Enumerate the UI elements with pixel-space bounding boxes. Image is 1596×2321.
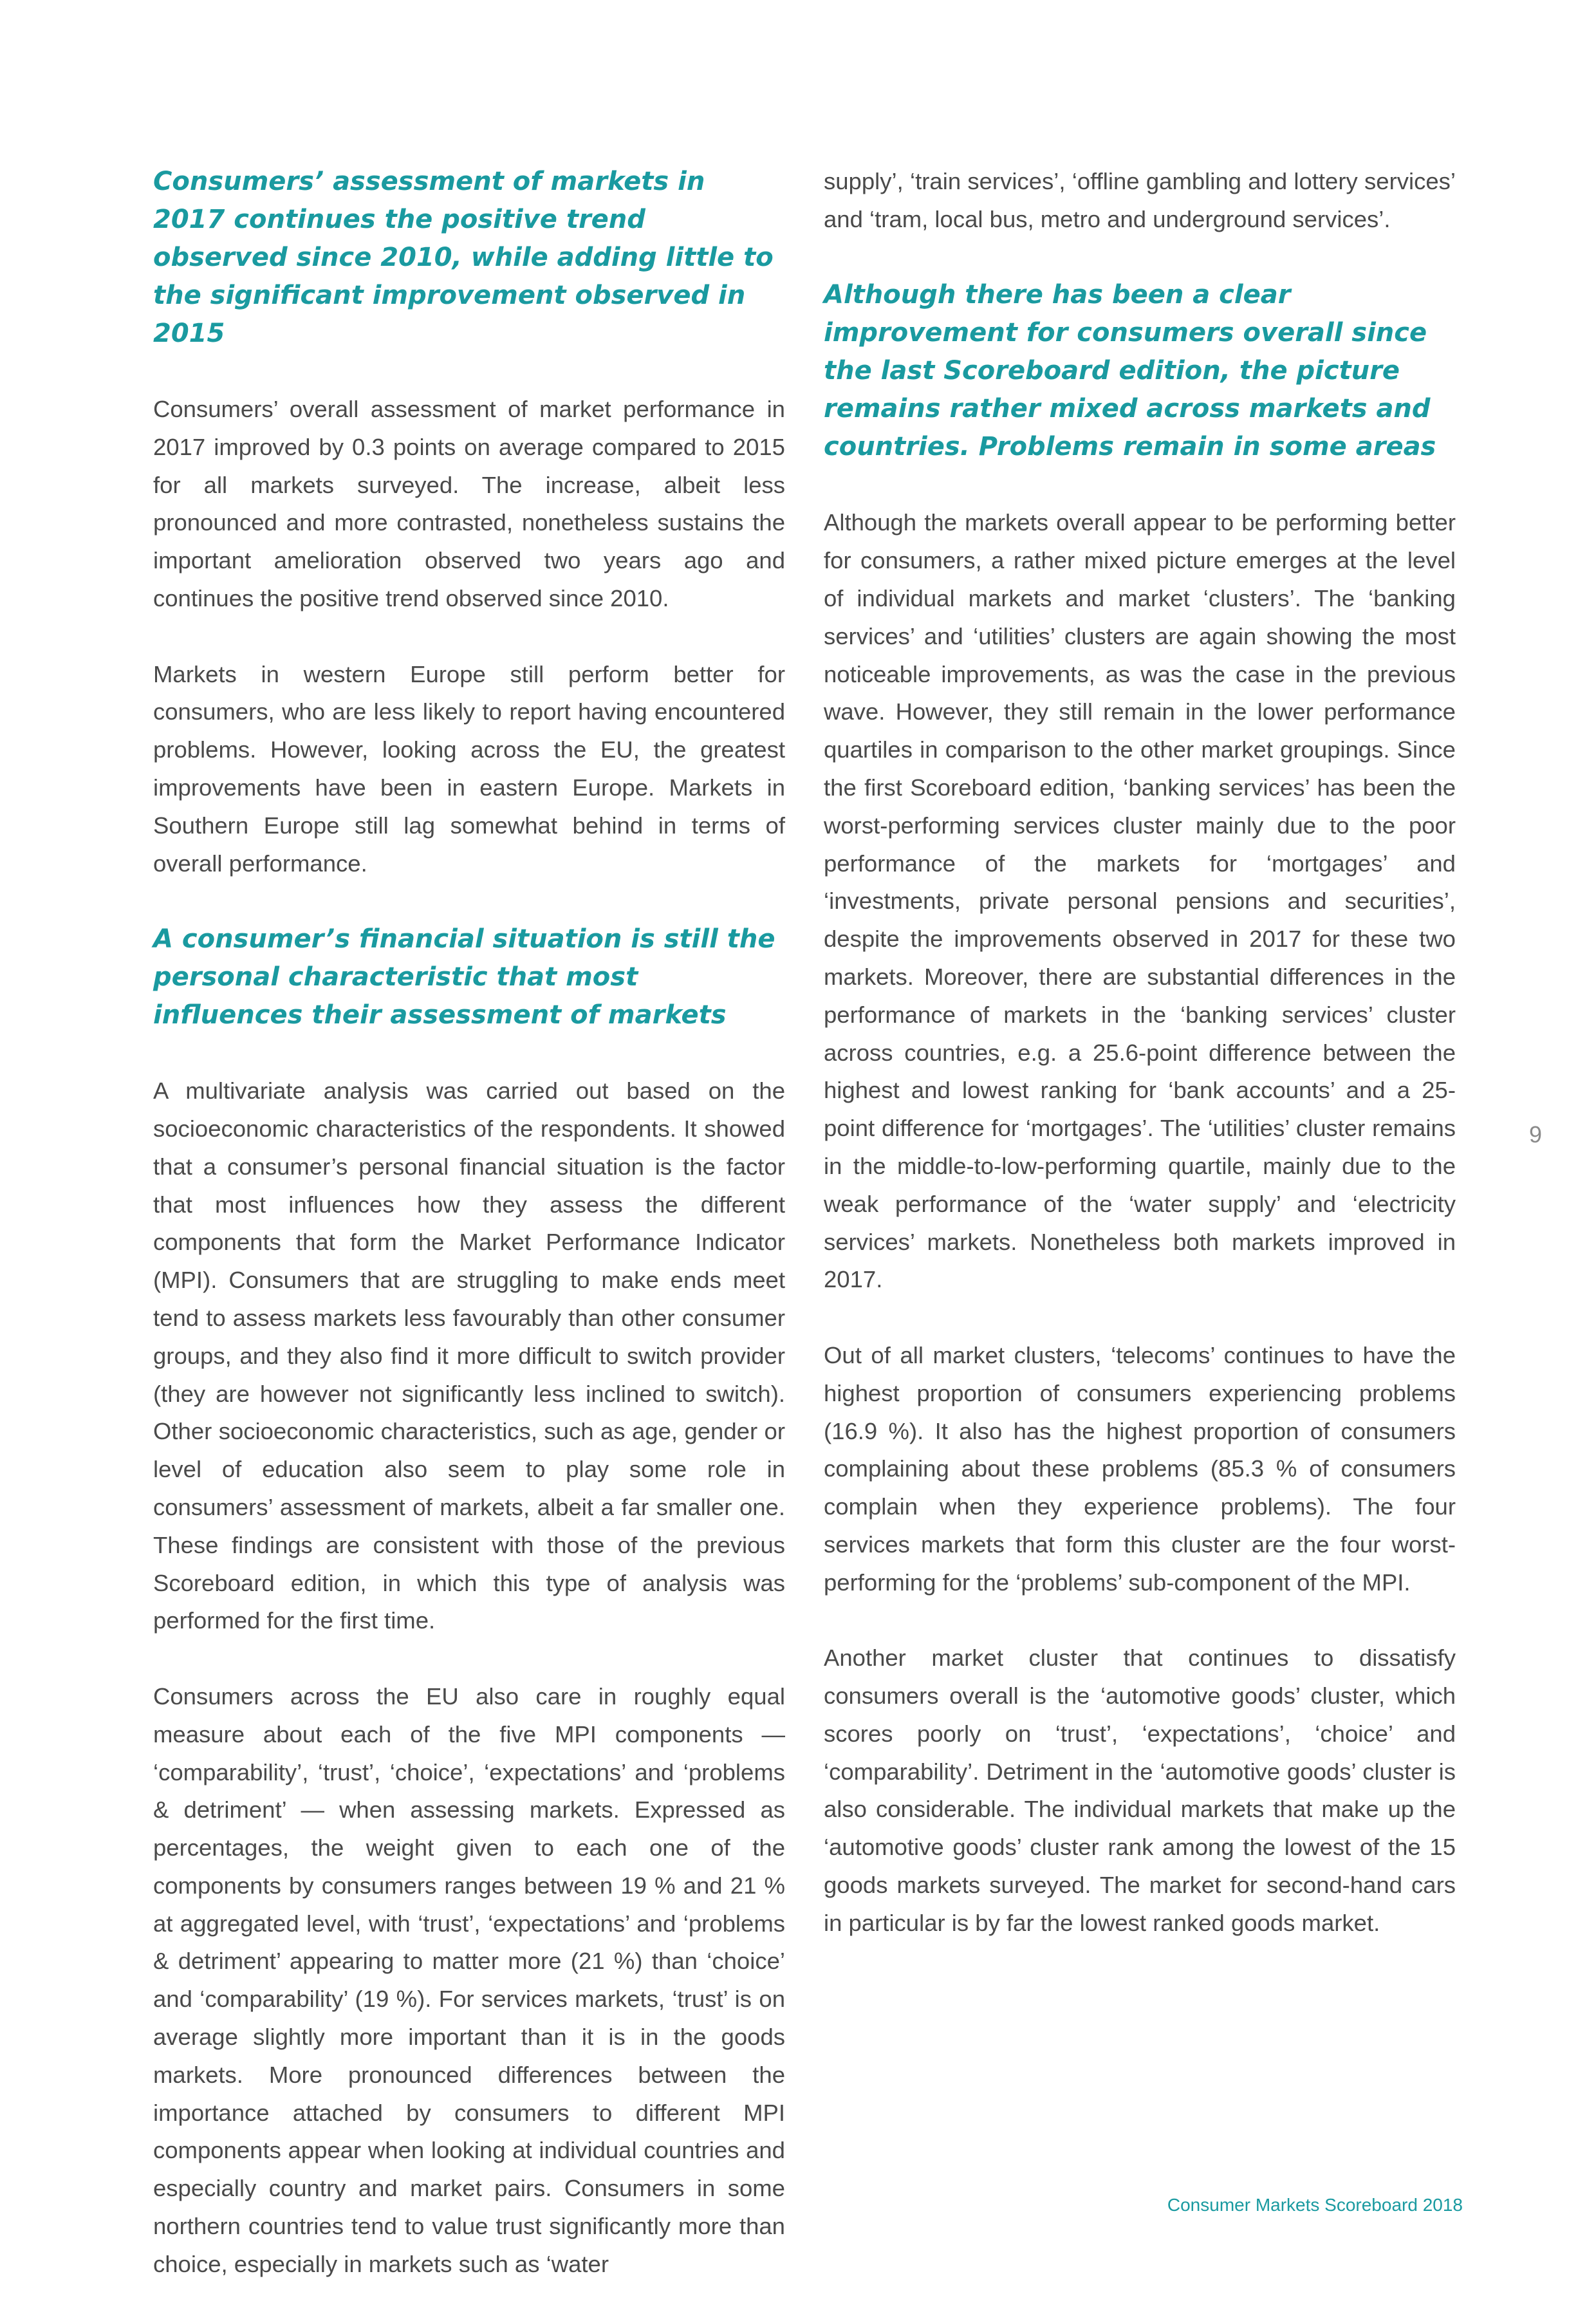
page-number: 9 <box>1529 1121 1543 1148</box>
right-column <box>824 163 1456 1980</box>
body-paragraph: Another market cluster that continues to dissatisfy consumers overall is the ‘automotive goods’ cluster, which scores poorly on ‘trust’, ‘expectations’, ‘choice’ and ‘comparability’. Detriment in the ‘automotive goods’ cluster is also considerable. The individual markets that make up the ‘automotive goods’ cluster rank among the lowest of the 15 goods markets surveyed. The market for second-hand cars in particular is by far the lowest ranked goods market. <box>824 1645 1456 1936</box>
body-paragraph: A multivariate analysis was carried out based on the socioeconomic characteristics of the respondents. It showed that a consumer’s personal financial situation is the factor that most influences how they assess the different components that form the Market Performance Indicator (MPI). Consumers that are struggling to make ends meet tend to assess markets less favourably than other consumer groups, and they also find it more difficult to switch provider (they are however not significantly less inclined to switch). Other socioeconomic characteristics, such as age, gender or level of education also seem to play some role in consumers’ assessment of markets, albeit a far smaller one. These findings are consistent with those of the previous Scoreboard edition, in which this type of analysis was performed for the first time. <box>153 1077 785 1634</box>
section-heading: A consumer’s financial situation is still the personal characteristic that most influences their assessment of markets <box>153 924 775 1030</box>
body-paragraph: supply’, ‘train services’, ‘offline gambling and lottery services’ and ‘tram, local bus, metro and underground services’. <box>824 168 1456 232</box>
body-paragraph: Consumers across the EU also care in roughly equal measure about each of the five MPI components — ‘comparability’, ‘trust’, ‘choice’, ‘expectations’ and ‘problems & detriment’ — when assessing markets. Expressed as percentages, the weight given to each one of the components by consumers ranges between 19 % and 21 % at aggregated level, with ‘trust’, ‘expectations’ and ‘problems & detriment’ appearing to matter more (21 %) than ‘choice’ and ‘comparability’ (19 %). For services markets, ‘trust’ is on average slightly more important than it is in the goods markets. More pronounced differences between the importance attached by consumers to different MPI components appear when looking at individual countries and especially country and market pairs. Consumers in some northern countries tend to value trust significantly more than choice, especially in markets such as ‘water <box>153 1682 785 2277</box>
section-heading: Consumers’ assessment of markets in 2017 continues the positive trend observed since 2010, while adding little to the significant improvement observed in 2015 <box>153 167 774 348</box>
left-column <box>153 163 785 2321</box>
body-paragraph: Out of all market clusters, ‘telecoms’ continues to have the highest proportion of consumers experiencing problems (16.9 %). It also has the highest proportion of consumers complaining about these problems (85.3 % of consumers complain when they experience problems). The four services markets that form this cluster are the four worst-performing for the ‘problems’ sub-component of the MPI. <box>824 1341 1456 1596</box>
body-paragraph: Markets in western Europe still perform better for consumers, who are less likely to report having encountered problems. However, looking across the EU, the greatest improvements have been in eastern Europe. Markets in Southern Europe still lag somewhat behind in terms of overall performance. <box>153 660 785 877</box>
section-heading: Although there has been a clear improvement for consumers overall since the last Scoreboard edition, the picture remains rather mixed across markets and countries. Problems remain in some areas <box>824 280 1436 462</box>
body-paragraph: Consumers’ overall assessment of market performance in 2017 improved by 0.3 points on average compared to 2015 for all markets surveyed. The increase, albeit less pronounced and more contrasted, nonetheless sustains the important amelioration observed two years ago and continues the positive trend observed since 2010. <box>153 396 785 611</box>
body-paragraph: Although the markets overall appear to be performing better for consumers, a rather mixed picture emerges at the level of individual markets and market ‘clusters’. The ‘banking services’ and ‘utilities’ clusters are again showing the most noticeable improvements, as was the case in the previous wave. However, they still remain in the lower performance quartiles in comparison to the other market groupings. Since the first Scoreboard edition, ‘banking services’ has been the worst-performing services cluster mainly due to the poor performance of the markets for ‘mortgages’ and ‘investments, private personal pensions and securities’, despite the improvements observed in 2017 for these two markets. Moreover, there are substantial differences in the performance of markets in the ‘banking services’ cluster across countries, e.g. a 25.6-point difference between the highest and lowest ranking for ‘bank accounts’ and a 25-point difference for ‘mortgages’. The ‘utilities’ cluster remains in the middle-to-low-performing quartile, mainly due to the weak performance of the ‘water supply’ and ‘electricity services’ markets. Nonetheless both markets improved in 2017. <box>824 509 1456 1293</box>
footer-title: Consumer Markets Scoreboard 2018 <box>1167 2195 1463 2215</box>
